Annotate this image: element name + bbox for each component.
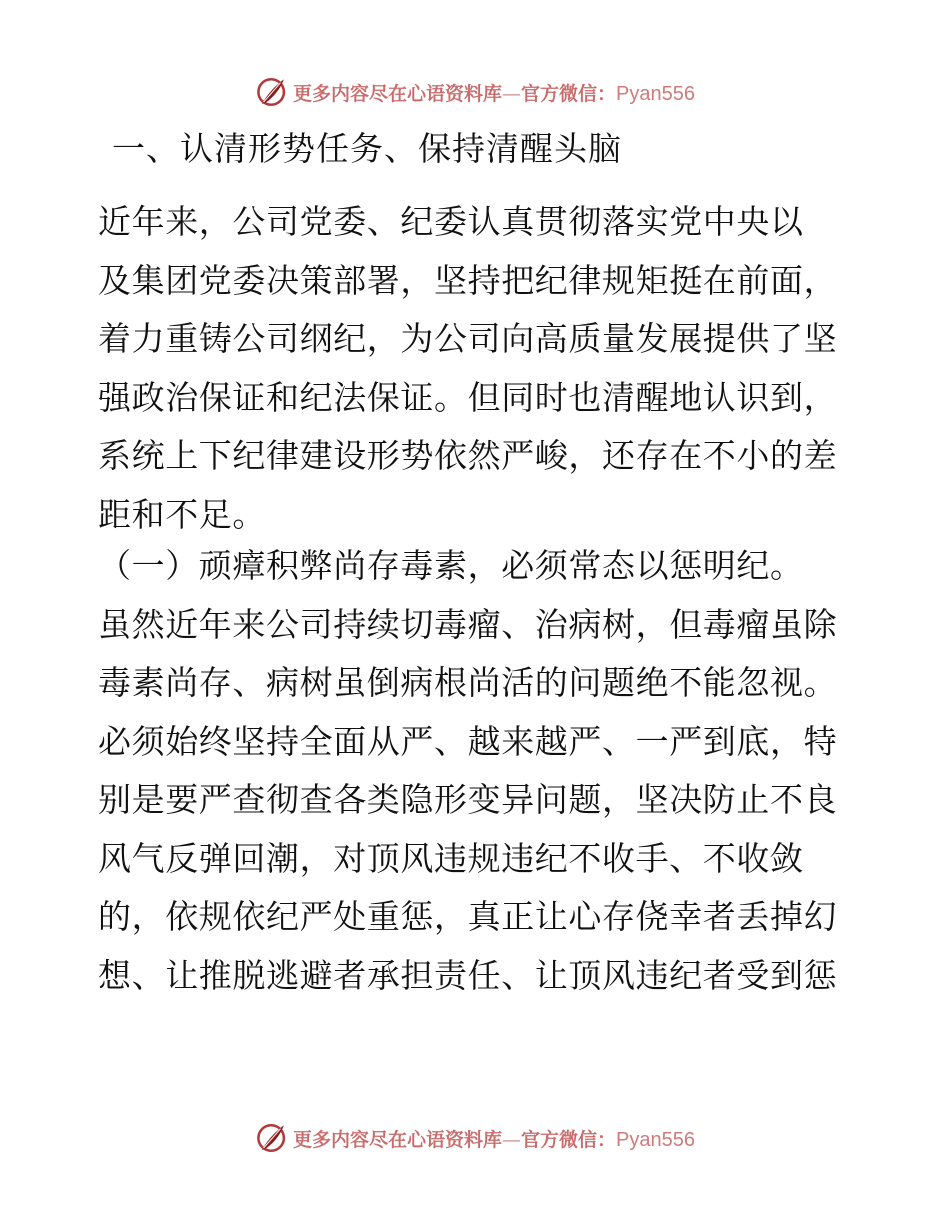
text-line: 着力重铸公司纲纪，为公司向高质量发展提供了坚 — [98, 319, 838, 358]
footer-watermark-banner — [0, 1118, 950, 1158]
text-line: 想、让推脱逃避者承担责任、让顶风违纪者受到惩 — [98, 955, 838, 995]
text-line: 虽然近年来公司持续切毒瘤、治病树，但毒瘤虽除 — [98, 604, 838, 644]
text-line: 风气反弹回潮，对顶风违规违纪不收手、不收敛 — [98, 838, 804, 878]
paragraph-2 — [98, 537, 858, 1005]
banner-dash: — — [502, 82, 522, 105]
text-line: 近年来，公司党委、纪委认真贯彻落实党中央以 — [98, 202, 804, 241]
text-line: 必须始终坚持全面从严、越来越严、一严到底，特 — [98, 721, 838, 761]
watermark-text — [293, 1125, 695, 1152]
wechat-label: 官方微信： — [521, 82, 617, 105]
text-line: 强政治保证和纪法保证。但同时也清醒地认识到， — [98, 377, 838, 417]
text-line: 及集团党委决策部署，坚持把纪律规矩挺在前面， — [98, 260, 838, 300]
section-heading: 一、认清形势任务、保持清醒头脑 — [112, 129, 622, 168]
wechat-label: 官方微信： — [521, 1128, 617, 1151]
wechat-id: Pyan556 — [616, 1128, 695, 1151]
text-line: 距和不足。 — [98, 494, 266, 534]
text-line: 别是要严查彻查各类隐形变异问题，坚决防止不良 — [98, 780, 838, 819]
site-name: 更多内容尽在心语资料库 — [293, 82, 503, 105]
quill-pen-logo-icon — [255, 75, 289, 109]
paragraph-1 — [98, 193, 858, 544]
watermark-text — [293, 79, 695, 106]
subsection-heading: （一）顽瘴积弊尚存毒素，必须常态以惩明纪。 — [98, 546, 804, 585]
text-line: 系统上下纪律建设形势依然严峻，还存在不小的差 — [98, 436, 838, 475]
banner-dash: — — [502, 1128, 522, 1151]
quill-pen-logo-icon — [255, 1121, 289, 1155]
header-watermark-banner — [0, 72, 950, 112]
site-name: 更多内容尽在心语资料库 — [293, 1128, 503, 1151]
text-line: 毒素尚存、病树虽倒病根尚活的问题绝不能忽视。 — [98, 663, 838, 702]
text-line: 的，依规依纪严处重惩，真正让心存侥幸者丢掉幻 — [98, 897, 838, 936]
wechat-id: Pyan556 — [616, 82, 695, 105]
